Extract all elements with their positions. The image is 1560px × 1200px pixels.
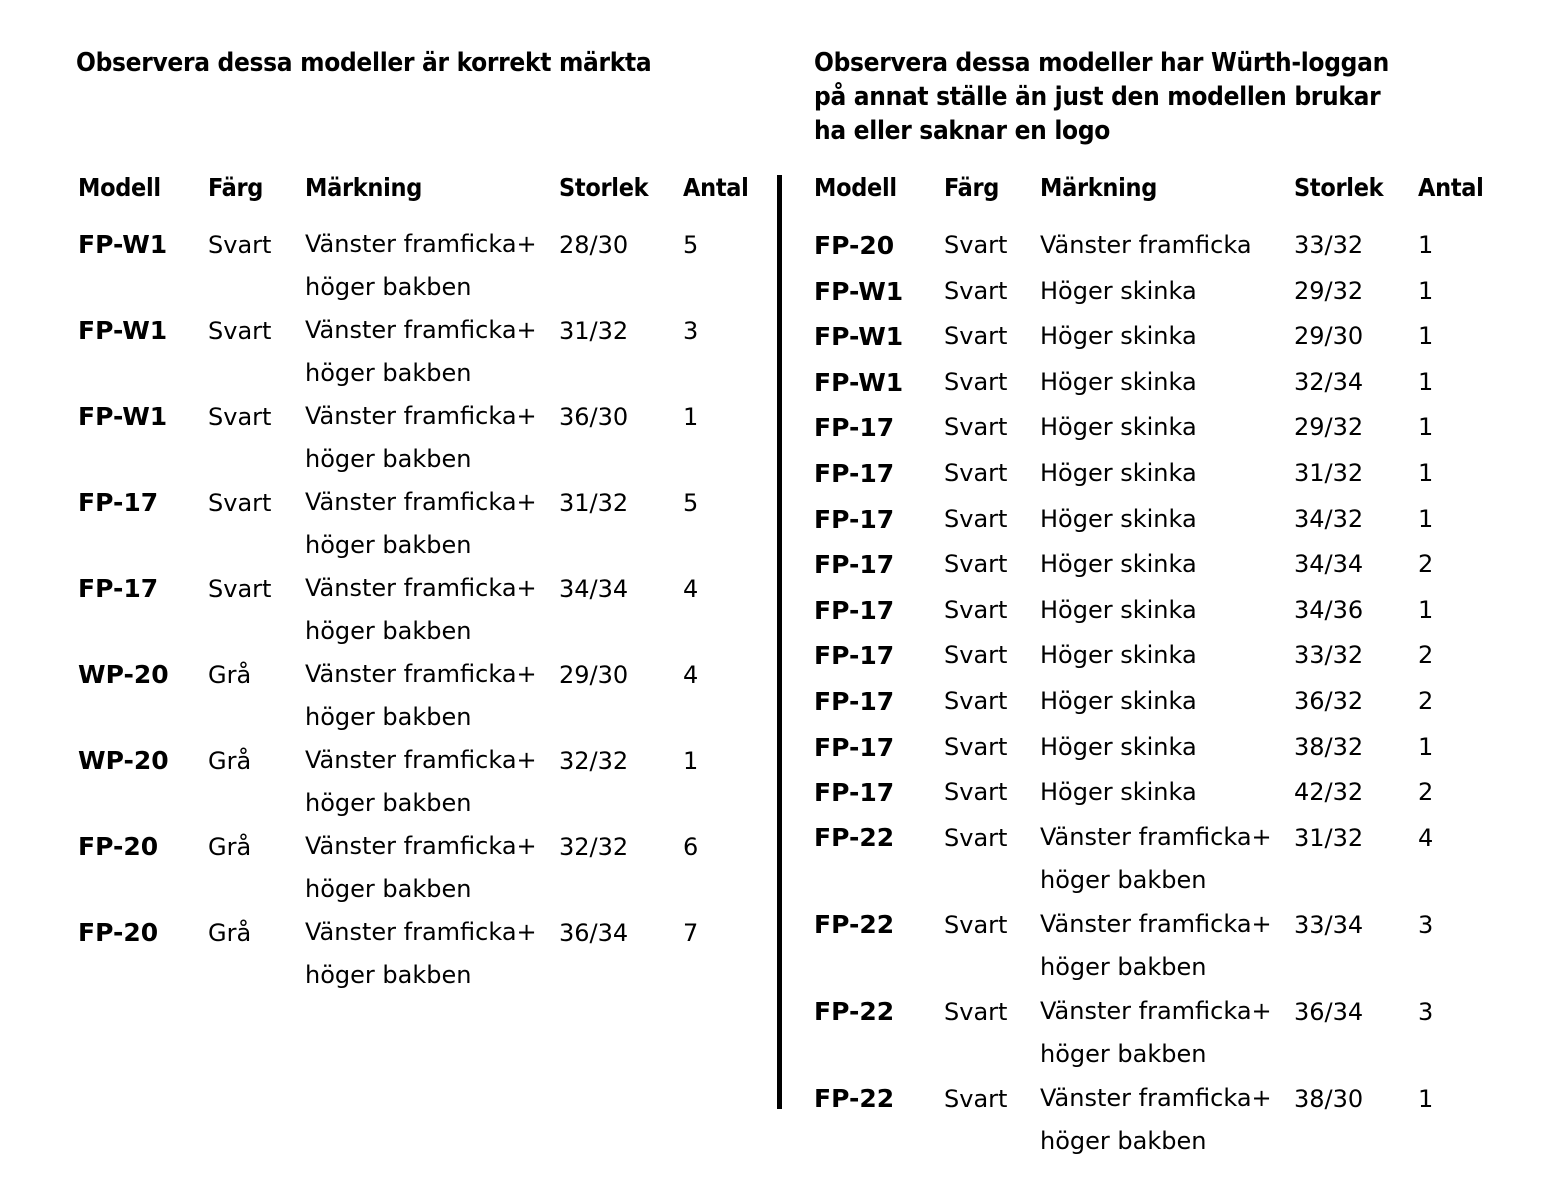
table-row [814, 360, 1498, 406]
count-cell: 1 [1418, 595, 1434, 624]
model-cell: FP-22 [814, 996, 895, 1026]
size-cell: 28/30 [559, 231, 629, 259]
marking-cell [1040, 405, 1294, 451]
column-header-color: Färg [208, 173, 264, 202]
size-cell: 42/32 [1294, 778, 1364, 807]
color-cell: Grå [208, 747, 252, 775]
marking-line-1: Vänster framficka+ [305, 488, 537, 516]
marking-cell [305, 911, 559, 997]
column-header-model: Modell [814, 173, 897, 202]
marking-line-1: Vänster framficka+ [1040, 1083, 1272, 1112]
marking-line-2: höger bakben [305, 875, 472, 903]
marking-cell [1040, 497, 1294, 543]
marking-line-1: Höger skinka [1040, 686, 1197, 715]
marking-cell [1040, 903, 1294, 990]
count-cell: 4 [683, 661, 699, 689]
size-cell: 29/30 [559, 661, 629, 689]
marking-line-1: Vänster framficka+ [305, 746, 537, 774]
color-cell: Grå [208, 919, 252, 947]
count-cell: 1 [1418, 458, 1434, 487]
color-cell: Svart [944, 778, 1008, 807]
color-cell: Svart [944, 231, 1008, 259]
marking-cell [1040, 269, 1294, 315]
column-header-size: Storlek [559, 173, 649, 202]
marking-line-1: Höger skinka [1040, 595, 1197, 624]
table-row [814, 903, 1498, 990]
color-cell: Grå [208, 833, 252, 861]
table-row [78, 567, 763, 653]
column-divider [777, 175, 782, 1109]
misplaced-logo-table [814, 173, 1498, 1164]
size-cell: 36/34 [1294, 997, 1364, 1026]
size-cell: 31/32 [1294, 823, 1364, 852]
marking-line-2: höger bakben [305, 617, 472, 645]
marking-line-1: Vänster framficka+ [1040, 822, 1272, 851]
table-row [78, 395, 763, 481]
table-header-row [814, 173, 1498, 223]
marking-line-2: höger bakben [305, 789, 472, 817]
model-cell: FP-22 [814, 822, 895, 852]
marking-cell [1040, 1077, 1294, 1164]
marking-line-1: Vänster framficka+ [1040, 909, 1272, 938]
count-cell: 2 [1418, 641, 1434, 670]
model-cell: FP-17 [814, 504, 895, 534]
marking-line-1: Höger skinka [1040, 778, 1197, 807]
size-cell: 32/32 [559, 747, 629, 775]
column-header-marking: Märkning [1040, 173, 1158, 202]
marking-cell [305, 395, 559, 481]
size-cell: 33/32 [1294, 231, 1364, 259]
model-cell: FP-W1 [78, 316, 168, 345]
size-cell: 32/32 [559, 833, 629, 861]
right-heading-line-1: Observera dessa modeller har Würth-loggan [814, 48, 1389, 78]
marking-line-1: Höger skinka [1040, 413, 1197, 442]
table-row [814, 816, 1498, 903]
column-header-size: Storlek [1294, 173, 1384, 202]
marking-line-1: Höger skinka [1040, 504, 1197, 533]
color-cell: Svart [208, 403, 272, 431]
marking-line-1: Vänster framficka+ [305, 230, 537, 258]
marking-cell [1040, 588, 1294, 634]
size-cell: 29/32 [1294, 276, 1364, 305]
size-cell: 29/32 [1294, 413, 1364, 442]
color-cell: Svart [944, 413, 1008, 442]
size-cell: 34/32 [1294, 504, 1364, 533]
marking-line-2: höger bakben [1040, 952, 1207, 981]
color-cell: Svart [208, 231, 272, 259]
count-cell: 1 [683, 403, 699, 431]
count-cell: 2 [1418, 550, 1434, 579]
model-cell: FP-17 [814, 595, 895, 625]
model-cell: FP-17 [814, 778, 895, 808]
color-cell: Svart [944, 322, 1008, 351]
count-cell: 2 [1418, 778, 1434, 807]
count-cell: 4 [683, 575, 699, 603]
size-cell: 33/32 [1294, 641, 1364, 670]
count-cell: 4 [1418, 823, 1434, 852]
marking-line-2: höger bakben [305, 703, 472, 731]
color-cell: Svart [944, 367, 1008, 396]
size-cell: 33/34 [1294, 910, 1364, 939]
marking-cell [1040, 633, 1294, 679]
left-section-heading: Observera dessa modeller är korrekt märkta [76, 48, 652, 78]
table-row [814, 405, 1498, 451]
count-cell: 3 [1418, 997, 1434, 1026]
table-row [814, 1077, 1498, 1164]
column-header-color: Färg [944, 173, 1000, 202]
color-cell: Svart [208, 489, 272, 517]
model-cell: FP-W1 [814, 367, 904, 397]
correctly-marked-table [78, 173, 763, 997]
marking-line-1: Vänster framficka+ [305, 574, 537, 602]
model-cell: FP-17 [814, 413, 895, 443]
table-row [814, 588, 1498, 634]
table-row [78, 481, 763, 567]
model-cell: FP-17 [814, 732, 895, 762]
color-cell: Grå [208, 661, 252, 689]
marking-line-1: Höger skinka [1040, 550, 1197, 579]
table-row [814, 269, 1498, 315]
model-cell: FP-17 [814, 641, 895, 671]
marking-cell [305, 567, 559, 653]
model-cell: WP-20 [78, 660, 169, 689]
count-cell: 5 [683, 489, 699, 517]
marking-cell [305, 653, 559, 739]
color-cell: Svart [944, 550, 1008, 579]
marking-cell [305, 223, 559, 309]
model-cell: FP-W1 [78, 230, 168, 259]
count-cell: 2 [1418, 686, 1434, 715]
table-row [814, 679, 1498, 725]
size-cell: 31/32 [559, 489, 629, 517]
color-cell: Svart [208, 575, 272, 603]
table-row [814, 542, 1498, 588]
table-row [814, 990, 1498, 1077]
model-cell: FP-W1 [78, 402, 168, 431]
size-cell: 36/30 [559, 403, 629, 431]
color-cell: Svart [944, 910, 1008, 939]
marking-line-1: Vänster framficka+ [305, 316, 537, 344]
color-cell: Svart [944, 276, 1008, 305]
color-cell: Svart [944, 823, 1008, 852]
table-row [814, 725, 1498, 771]
size-cell: 38/32 [1294, 732, 1364, 761]
color-cell: Svart [944, 732, 1008, 761]
size-cell: 34/34 [1294, 550, 1364, 579]
size-cell: 29/30 [1294, 322, 1364, 351]
marking-cell [305, 739, 559, 825]
marking-line-1: Höger skinka [1040, 322, 1197, 351]
count-cell: 1 [683, 747, 699, 775]
column-header-marking: Märkning [305, 173, 423, 202]
marking-line-1: Vänster framficka+ [305, 660, 537, 688]
table-header-row [78, 173, 763, 223]
count-cell: 3 [1418, 910, 1434, 939]
model-cell: FP-20 [78, 832, 159, 861]
right-heading-line-3: ha eller saknar en logo [814, 116, 1111, 146]
marking-line-2: höger bakben [1040, 865, 1207, 894]
count-cell: 1 [1418, 276, 1434, 305]
marking-line-1: Höger skinka [1040, 276, 1197, 305]
marking-cell [1040, 451, 1294, 497]
count-cell: 1 [1418, 322, 1434, 351]
count-cell: 1 [1418, 231, 1434, 259]
model-cell: FP-17 [78, 488, 159, 517]
column-header-count: Antal [683, 173, 749, 202]
model-cell: FP-20 [78, 918, 159, 947]
marking-line-1: Höger skinka [1040, 732, 1197, 761]
table-row [78, 825, 763, 911]
marking-line-1: Höger skinka [1040, 641, 1197, 670]
size-cell: 32/34 [1294, 367, 1364, 396]
marking-cell [1040, 223, 1294, 269]
count-cell: 5 [683, 231, 699, 259]
marking-line-1: Höger skinka [1040, 367, 1197, 396]
marking-line-2: höger bakben [305, 273, 472, 301]
color-cell: Svart [944, 595, 1008, 624]
model-cell: FP-17 [814, 686, 895, 716]
marking-cell [1040, 314, 1294, 360]
size-cell: 31/32 [1294, 458, 1364, 487]
marking-cell [1040, 679, 1294, 725]
count-cell: 1 [1418, 732, 1434, 761]
table-row [814, 770, 1498, 816]
marking-cell [1040, 542, 1294, 588]
color-cell: Svart [944, 997, 1008, 1026]
table-row [814, 633, 1498, 679]
count-cell: 7 [683, 919, 699, 947]
color-cell: Svart [208, 317, 272, 345]
marking-cell [1040, 816, 1294, 903]
marking-line-1: Höger skinka [1040, 458, 1197, 487]
marking-line-1: Vänster framficka [1040, 231, 1252, 259]
count-cell: 1 [1418, 504, 1434, 533]
model-cell: FP-22 [814, 1083, 895, 1113]
size-cell: 38/30 [1294, 1084, 1364, 1113]
table-row [78, 653, 763, 739]
table-row [814, 497, 1498, 543]
marking-line-2: höger bakben [305, 961, 472, 989]
model-cell: WP-20 [78, 746, 169, 775]
model-cell: FP-17 [814, 550, 895, 580]
count-cell: 1 [1418, 1084, 1434, 1113]
size-cell: 36/32 [1294, 686, 1364, 715]
count-cell: 1 [1418, 413, 1434, 442]
color-cell: Svart [944, 641, 1008, 670]
marking-cell [1040, 990, 1294, 1077]
marking-cell [1040, 360, 1294, 406]
marking-line-2: höger bakben [1040, 1039, 1207, 1068]
color-cell: Svart [944, 504, 1008, 533]
marking-cell [305, 309, 559, 395]
marking-line-2: höger bakben [305, 531, 472, 559]
model-cell: FP-22 [814, 909, 895, 939]
marking-line-2: höger bakben [305, 359, 472, 387]
table-row [814, 451, 1498, 497]
marking-line-1: Vänster framficka+ [305, 402, 537, 430]
model-cell: FP-17 [78, 574, 159, 603]
marking-line-2: höger bakben [1040, 1126, 1207, 1155]
model-cell: FP-W1 [814, 276, 904, 306]
marking-cell [305, 481, 559, 567]
count-cell: 6 [683, 833, 699, 861]
size-cell: 36/34 [559, 919, 629, 947]
size-cell: 34/36 [1294, 595, 1364, 624]
color-cell: Svart [944, 686, 1008, 715]
model-cell: FP-20 [814, 231, 895, 260]
column-header-count: Antal [1418, 173, 1484, 202]
color-cell: Svart [944, 458, 1008, 487]
marking-cell [305, 825, 559, 911]
right-section-heading [814, 46, 1454, 148]
marking-line-1: Vänster framficka+ [305, 832, 537, 860]
marking-cell [1040, 725, 1294, 771]
size-cell: 31/32 [559, 317, 629, 345]
color-cell: Svart [944, 1084, 1008, 1113]
marking-cell [1040, 770, 1294, 816]
table-row [814, 223, 1498, 269]
count-cell: 3 [683, 317, 699, 345]
model-cell: FP-W1 [814, 322, 904, 352]
table-row [78, 739, 763, 825]
marking-line-1: Vänster framficka+ [305, 918, 537, 946]
table-row [78, 309, 763, 395]
table-row [78, 911, 763, 997]
right-heading-line-2: på annat ställe än just den modellen brukar [814, 82, 1381, 112]
marking-line-2: höger bakben [305, 445, 472, 473]
marking-line-1: Vänster framficka+ [1040, 996, 1272, 1025]
table-row [78, 223, 763, 309]
table-row [814, 314, 1498, 360]
size-cell: 34/34 [559, 575, 629, 603]
column-header-model: Modell [78, 173, 161, 202]
model-cell: FP-17 [814, 458, 895, 488]
count-cell: 1 [1418, 367, 1434, 396]
